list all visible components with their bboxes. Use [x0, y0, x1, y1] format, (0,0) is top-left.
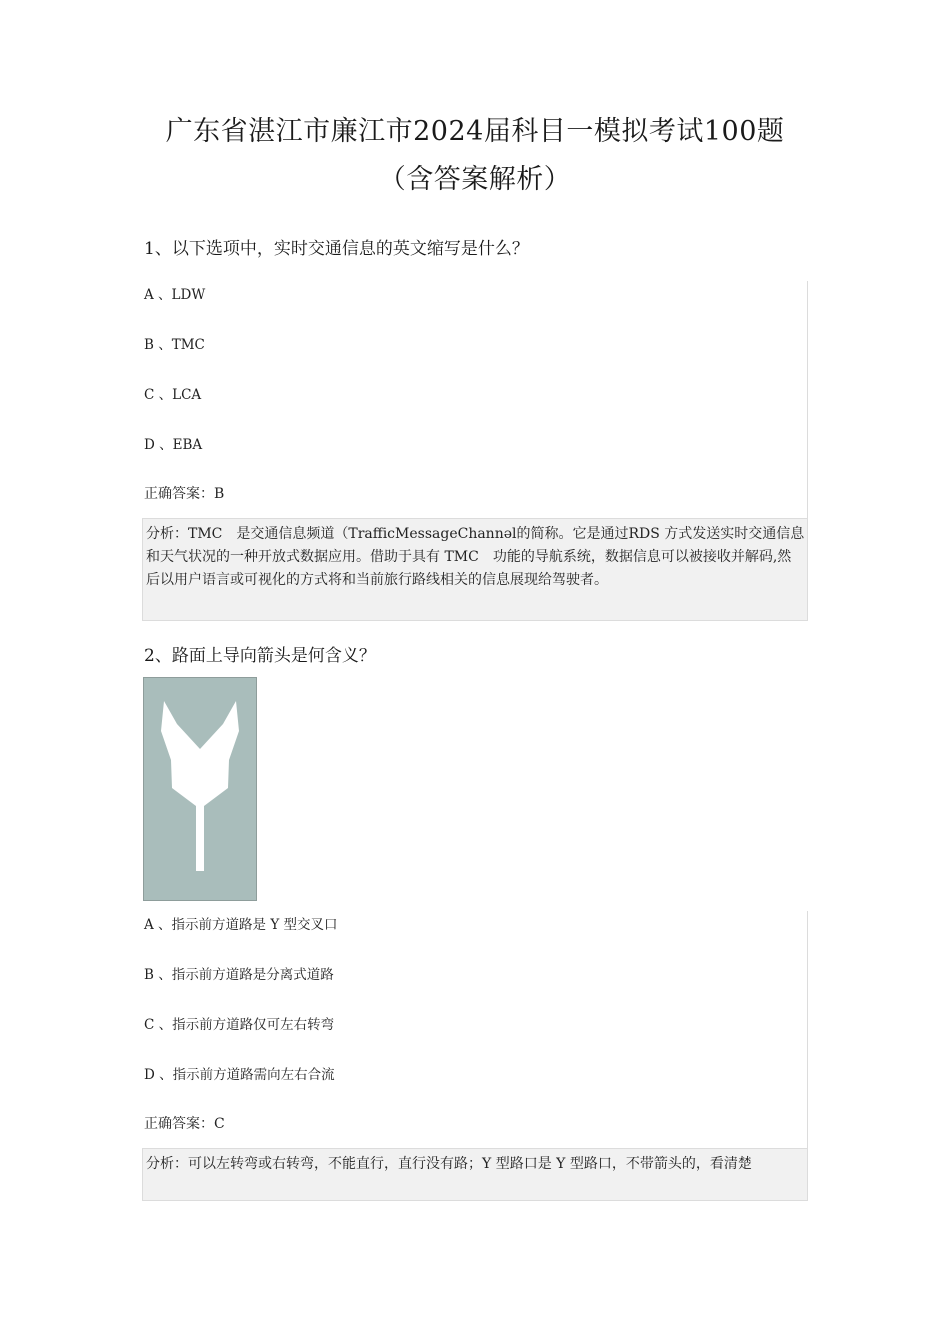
question-2-option-b: B 、指示前方道路是分离式道路: [144, 967, 334, 983]
question-1-option-a: A 、LDW: [144, 287, 206, 303]
road-guide-arrow-left-right-turn-icon: [143, 677, 257, 901]
question-2-text: 2、路面上导向箭头是何含义？: [144, 646, 376, 666]
question-2-option-a: A 、指示前方道路是 Y 型交叉口: [144, 917, 338, 933]
document-title: 广东省湛江市廉江市2024届科目一模拟考试100题: [165, 116, 785, 147]
question-2-answer: 正确答案：C: [144, 1116, 225, 1132]
question-2-option-c: C 、指示前方道路仅可左右转弯: [144, 1017, 335, 1033]
question-1-analysis: 分析：TMC 是交通信息频道（TrafficMessageChannəl的简称。它是通过RDS 方式发送实时交通信息和天气状况的一种开放式数据应用。借助于具有 TMC 功能的导航系统，数据信息可以被接收并解码,然后以用户语言或可视化的方式将和当前旅行路线相关的信息展现给驾驶者。: [142, 518, 808, 621]
question-1-block: [142, 281, 808, 621]
question-1-text: 1、以下选项中，实时交通信息的英文缩写是什么？: [144, 239, 529, 259]
question-2-analysis: 分析：可以左转弯或右转弯，不能直行，直行没有路；Y 型路口是 Y 型路口，不带箭头的，看清楚: [142, 1148, 808, 1201]
question-1-option-d: D 、EBA: [144, 437, 203, 453]
question-1-answer: 正确答案：B: [144, 486, 225, 502]
question-2-option-d: D 、指示前方道路需向左右合流: [144, 1067, 335, 1083]
question-1-option-b: B 、TMC: [144, 337, 205, 353]
question-1-option-c: C 、LCA: [144, 387, 202, 403]
document-subtitle: （含答案解析）: [378, 164, 572, 195]
question-2-block: [142, 911, 808, 1201]
